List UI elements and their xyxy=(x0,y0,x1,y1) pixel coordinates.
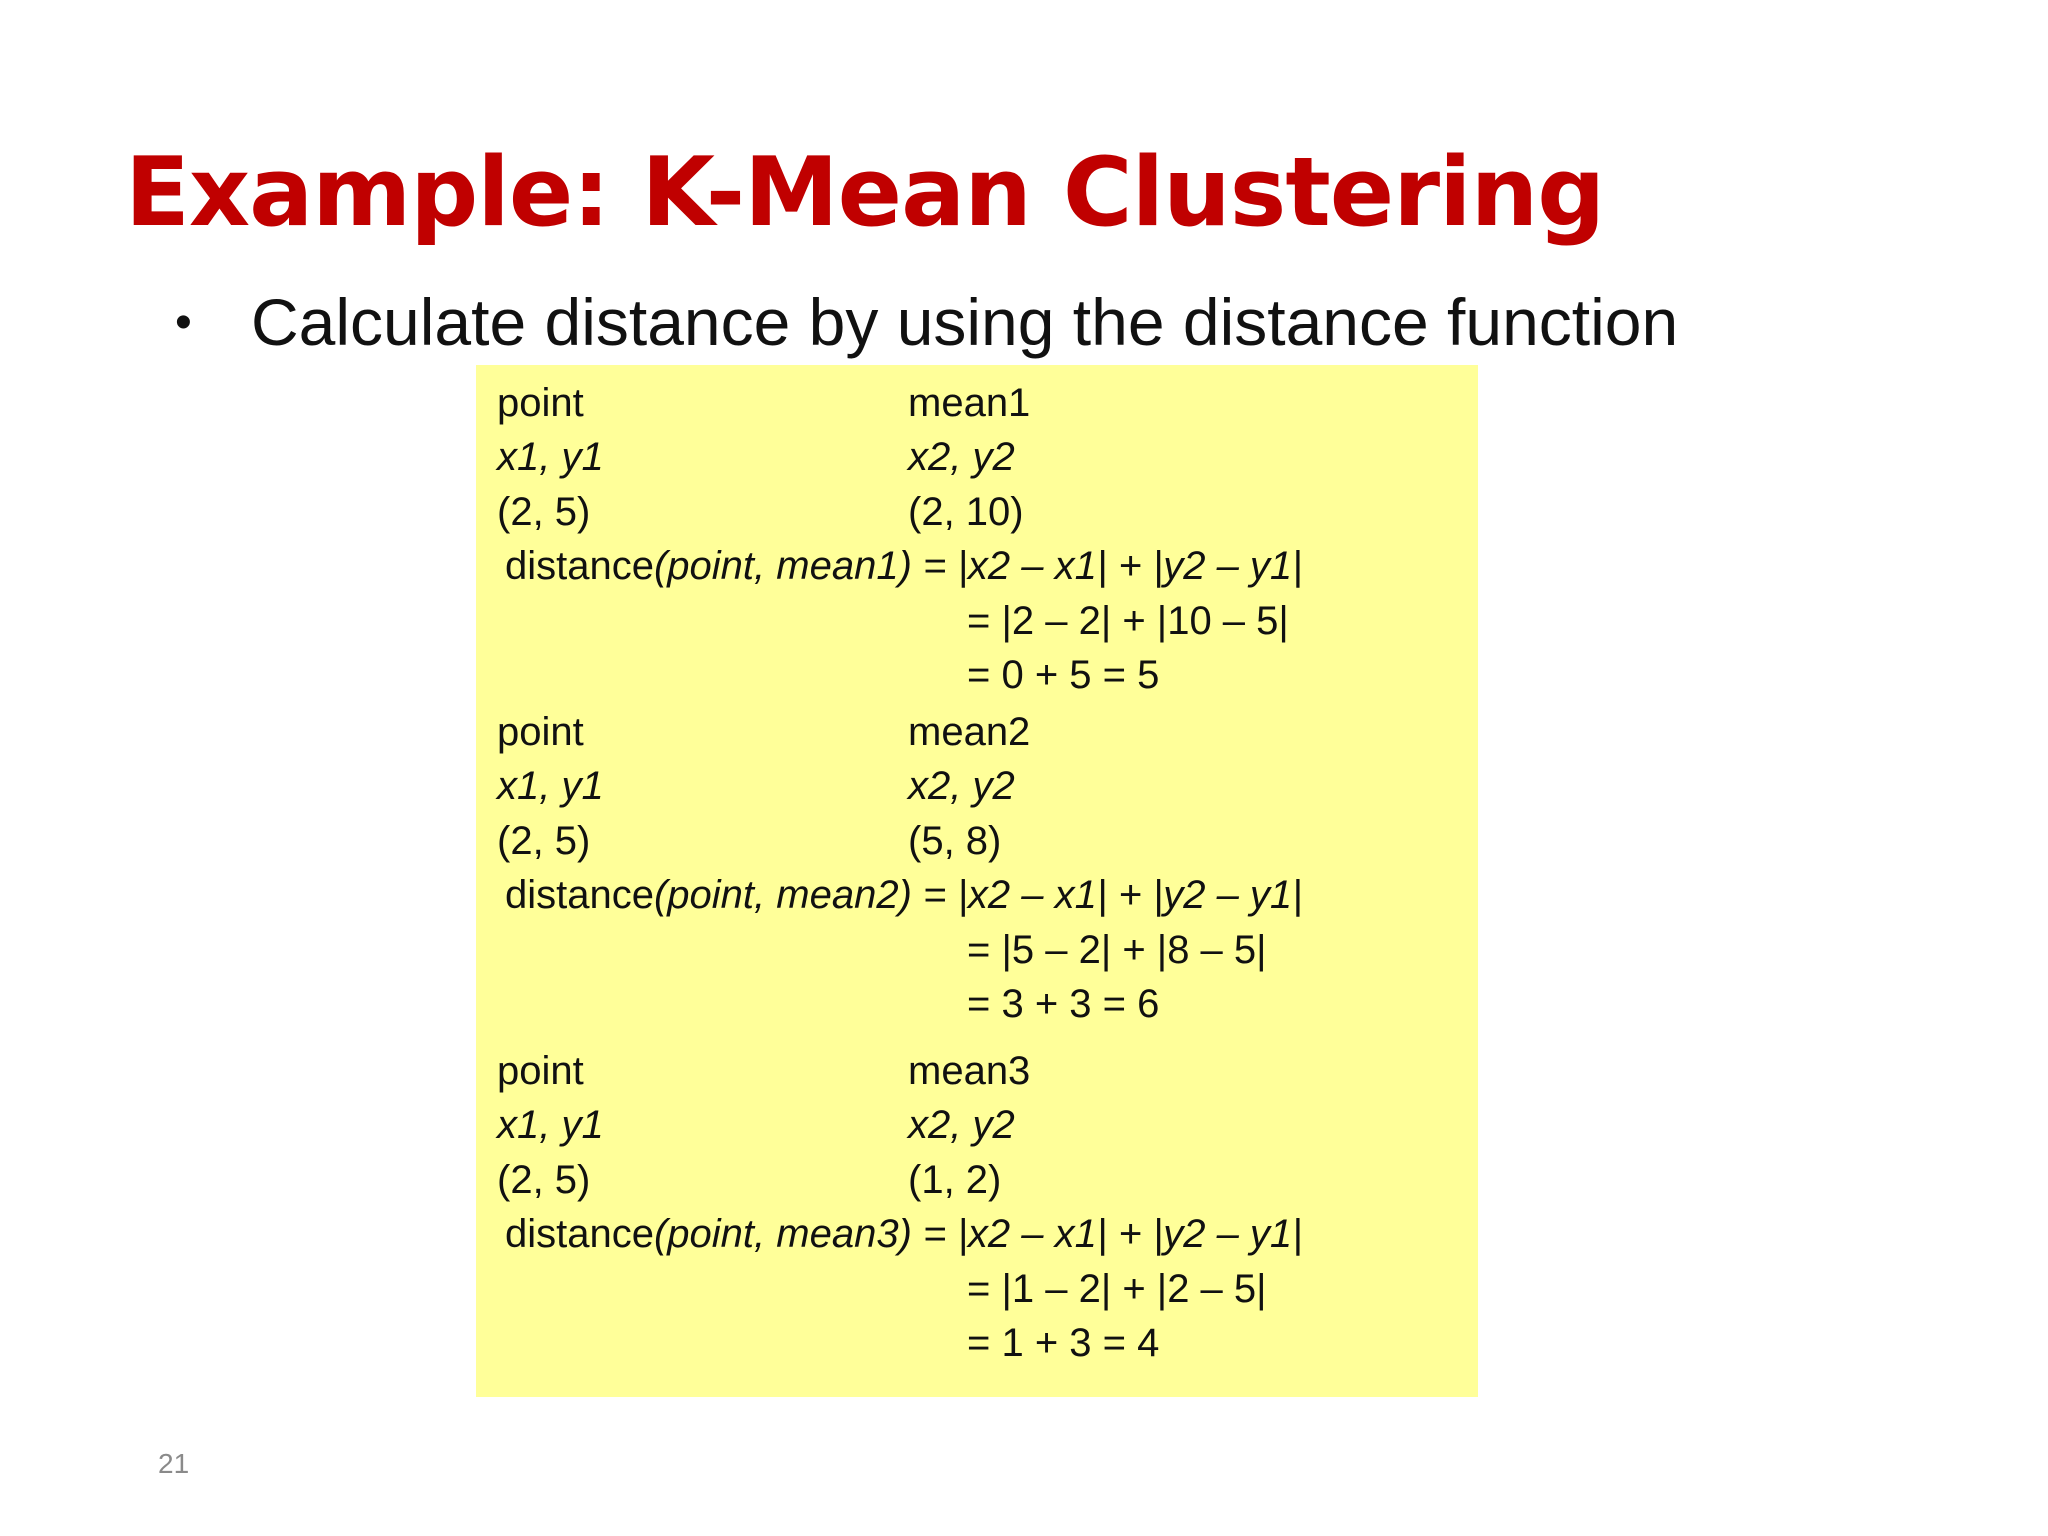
distance-label: distance xyxy=(505,873,654,917)
distance-step-1 xyxy=(476,1262,1478,1316)
point-header: point xyxy=(497,1049,584,1093)
header-row xyxy=(476,376,1478,430)
step-2-text: = 3 + 3 = 6 xyxy=(967,982,1160,1026)
mean-header: mean3 xyxy=(908,1049,1031,1093)
mean-variables: x2, y2 xyxy=(908,435,1015,479)
values-row xyxy=(476,814,1478,868)
step-1-text: = |5 – 2| + |8 – 5| xyxy=(967,928,1267,972)
step-1-text: = |2 – 2| + |10 – 5| xyxy=(967,599,1289,643)
point-header: point xyxy=(497,710,584,754)
mean-value: (5, 8) xyxy=(908,819,1002,863)
mean-value: (1, 2) xyxy=(908,1158,1002,1202)
distance-formula xyxy=(476,1207,1478,1261)
distance-step-1 xyxy=(476,594,1478,648)
variables-row xyxy=(476,759,1478,813)
distance-expression: (point, mean1) = |x2 – x1| + |y2 – y1| xyxy=(653,544,1303,588)
bullet-dot-icon: • xyxy=(175,295,192,349)
values-row xyxy=(476,485,1478,539)
mean-value: (2, 10) xyxy=(908,490,1024,534)
bullet-item xyxy=(175,282,1678,362)
point-variables: x1, y1 xyxy=(497,764,604,808)
mean-header: mean1 xyxy=(908,381,1031,425)
step-2-text: = 1 + 3 = 4 xyxy=(967,1321,1160,1365)
variables-row xyxy=(476,1098,1478,1152)
step-2-text: = 0 + 5 = 5 xyxy=(967,653,1160,697)
header-row xyxy=(476,705,1478,759)
mean-variables: x2, y2 xyxy=(908,764,1015,808)
point-variables: x1, y1 xyxy=(497,1103,604,1147)
step-1-text: = |1 – 2| + |2 – 5| xyxy=(967,1267,1267,1311)
distance-label: distance xyxy=(505,544,654,588)
distance-formula xyxy=(476,868,1478,922)
point-value: (2, 5) xyxy=(497,490,591,534)
distance-expression: (point, mean3) = |x2 – x1| + |y2 – y1| xyxy=(653,1212,1303,1256)
header-row xyxy=(476,1044,1478,1098)
slide-title: Example: K-Mean Clustering xyxy=(125,138,1605,248)
values-row xyxy=(476,1153,1478,1207)
point-header: point xyxy=(497,381,584,425)
distance-step-2 xyxy=(476,1316,1478,1370)
point-value: (2, 5) xyxy=(497,1158,591,1202)
mean-header: mean2 xyxy=(908,710,1031,754)
distance-step-2 xyxy=(476,648,1478,702)
mean-variables: x2, y2 xyxy=(908,1103,1015,1147)
distance-label: distance xyxy=(505,1212,654,1256)
distance-step-2 xyxy=(476,977,1478,1031)
bullet-text: Calculate distance by using the distance function xyxy=(251,285,1679,359)
distance-formula xyxy=(476,539,1478,593)
computation-panel xyxy=(476,365,1478,1397)
distance-step-1 xyxy=(476,923,1478,977)
distance-expression: (point, mean2) = |x2 – x1| + |y2 – y1| xyxy=(653,873,1303,917)
page-number: 21 xyxy=(158,1448,190,1479)
variables-row xyxy=(476,430,1478,484)
point-variables: x1, y1 xyxy=(497,435,604,479)
point-value: (2, 5) xyxy=(497,819,591,863)
